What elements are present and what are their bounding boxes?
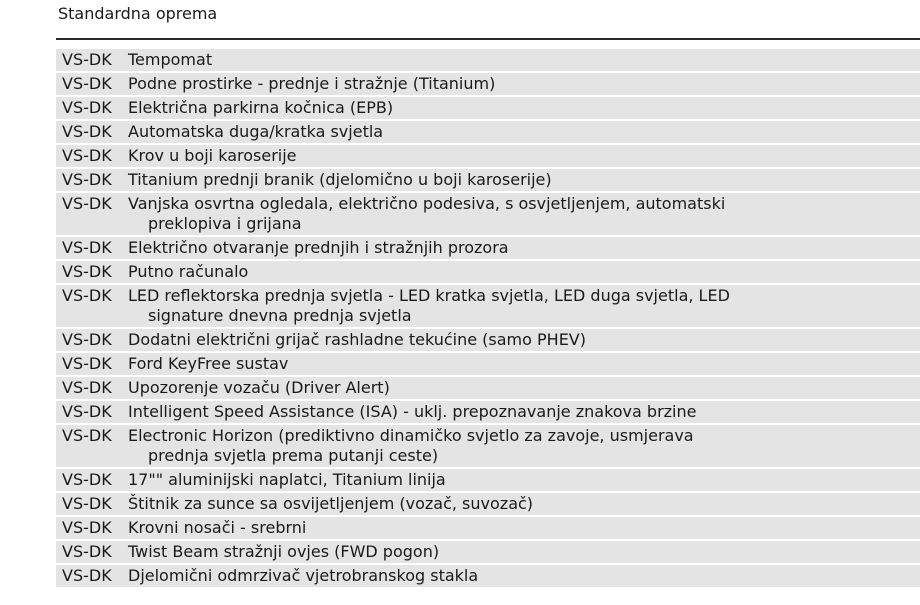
equipment-description: [128, 122, 808, 142]
table-row: [56, 517, 920, 539]
equipment-description-line: Electronic Horizon (prediktivno dinamičko svjetlo za zavoje, usmjerava: [128, 426, 694, 445]
equipment-code: VS-DK: [62, 426, 112, 445]
equipment-description: [128, 146, 808, 166]
equipment-code: VS-DK: [62, 146, 112, 165]
equipment-description-line: Ford KeyFree sustav: [128, 354, 289, 373]
equipment-code: VS-DK: [62, 98, 112, 117]
equipment-description-line: Električno otvaranje prednjih i stražnjih prozora: [128, 238, 509, 257]
equipment-code: VS-DK: [62, 50, 112, 69]
equipment-code: VS-DK: [62, 494, 112, 513]
equipment-code: VS-DK: [62, 122, 112, 141]
equipment-description-line: Intelligent Speed Assistance (ISA) - uklj. prepoznavanje znakova brzine: [128, 402, 697, 421]
equipment-description-continuation: prednja svjetla prema putanji ceste): [148, 446, 439, 465]
table-row: [56, 97, 920, 119]
equipment-description: [128, 262, 808, 282]
equipment-description-line: Djelomični odmrzivač vjetrobranskog stakla: [128, 566, 479, 585]
equipment-code: VS-DK: [62, 74, 112, 93]
equipment-description: [128, 426, 808, 466]
equipment-description-continuation: signature dnevna prednja svjetla: [148, 306, 412, 325]
table-row: [56, 73, 920, 95]
equipment-description: [128, 378, 808, 398]
equipment-description: [128, 194, 808, 234]
equipment-code: VS-DK: [62, 378, 112, 397]
equipment-code: VS-DK: [62, 542, 112, 561]
equipment-description-line: Titanium prednji branik (djelomično u boji karoserije): [128, 170, 552, 189]
table-row: [56, 541, 920, 563]
equipment-table: [56, 49, 920, 589]
table-row: [56, 377, 920, 399]
equipment-description-line: Podne prostirke - prednje i stražnje (Titanium): [128, 74, 496, 93]
equipment-description: [128, 402, 808, 422]
equipment-description-line: LED reflektorska prednja svjetla - LED kratka svjetla, LED duga svjetla, LED: [128, 286, 730, 305]
equipment-description: [128, 330, 808, 350]
equipment-code: VS-DK: [62, 170, 112, 189]
table-row: [56, 49, 920, 71]
equipment-code: VS-DK: [62, 238, 112, 257]
equipment-description: [128, 542, 808, 562]
equipment-description-line: Dodatni električni grijač rashladne tekućine (samo PHEV): [128, 330, 586, 349]
equipment-code: VS-DK: [62, 470, 112, 489]
table-row: [56, 261, 920, 283]
header-divider: [56, 38, 920, 40]
equipment-code: VS-DK: [62, 518, 112, 537]
equipment-description-line: Krov u boji karoserije: [128, 146, 297, 165]
equipment-description: [128, 238, 808, 258]
table-row: [56, 401, 920, 423]
equipment-description-line: Električna parkirna kočnica (EPB): [128, 98, 394, 117]
section-title: Standardna oprema: [58, 4, 218, 23]
equipment-description-line: Tempomat: [128, 50, 213, 69]
equipment-description: [128, 494, 808, 514]
table-row: [56, 193, 920, 235]
equipment-description: [128, 74, 808, 94]
table-row: [56, 285, 920, 327]
table-row: [56, 353, 920, 375]
equipment-description-line: Vanjska osvrtna ogledala, električno podesiva, s osvjetljenjem, automatski: [128, 194, 726, 213]
equipment-description: [128, 566, 808, 586]
equipment-description: [128, 170, 808, 190]
table-row: [56, 145, 920, 167]
table-row: [56, 121, 920, 143]
equipment-description-line: Krovni nosači - srebrni: [128, 518, 307, 537]
equipment-description-line: Upozorenje vozaču (Driver Alert): [128, 378, 390, 397]
equipment-description-line: Automatska duga/kratka svjetla: [128, 122, 384, 141]
equipment-code: VS-DK: [62, 194, 112, 213]
equipment-code: VS-DK: [62, 262, 112, 281]
table-row: [56, 169, 920, 191]
table-row: [56, 565, 920, 587]
equipment-description: [128, 518, 808, 538]
table-row: [56, 329, 920, 351]
equipment-description-line: 17"" aluminijski naplatci, Titanium linija: [128, 470, 446, 489]
equipment-description: [128, 470, 808, 490]
equipment-code: VS-DK: [62, 354, 112, 373]
equipment-code: VS-DK: [62, 286, 112, 305]
equipment-description: [128, 50, 808, 70]
table-row: [56, 425, 920, 467]
equipment-code: VS-DK: [62, 402, 112, 421]
equipment-code: VS-DK: [62, 330, 112, 349]
equipment-description-continuation: preklopiva i grijana: [148, 214, 302, 233]
table-row: [56, 237, 920, 259]
equipment-code: VS-DK: [62, 566, 112, 585]
equipment-description: [128, 98, 808, 118]
equipment-description-line: Štitnik za sunce sa osvijetljenjem (vozač, suvozač): [128, 494, 534, 513]
equipment-description-line: Putno računalo: [128, 262, 249, 281]
equipment-description-line: Twist Beam stražnji ovjes (FWD pogon): [128, 542, 440, 561]
table-row: [56, 493, 920, 515]
equipment-description: [128, 354, 808, 374]
table-row: [56, 469, 920, 491]
equipment-description: [128, 286, 808, 326]
